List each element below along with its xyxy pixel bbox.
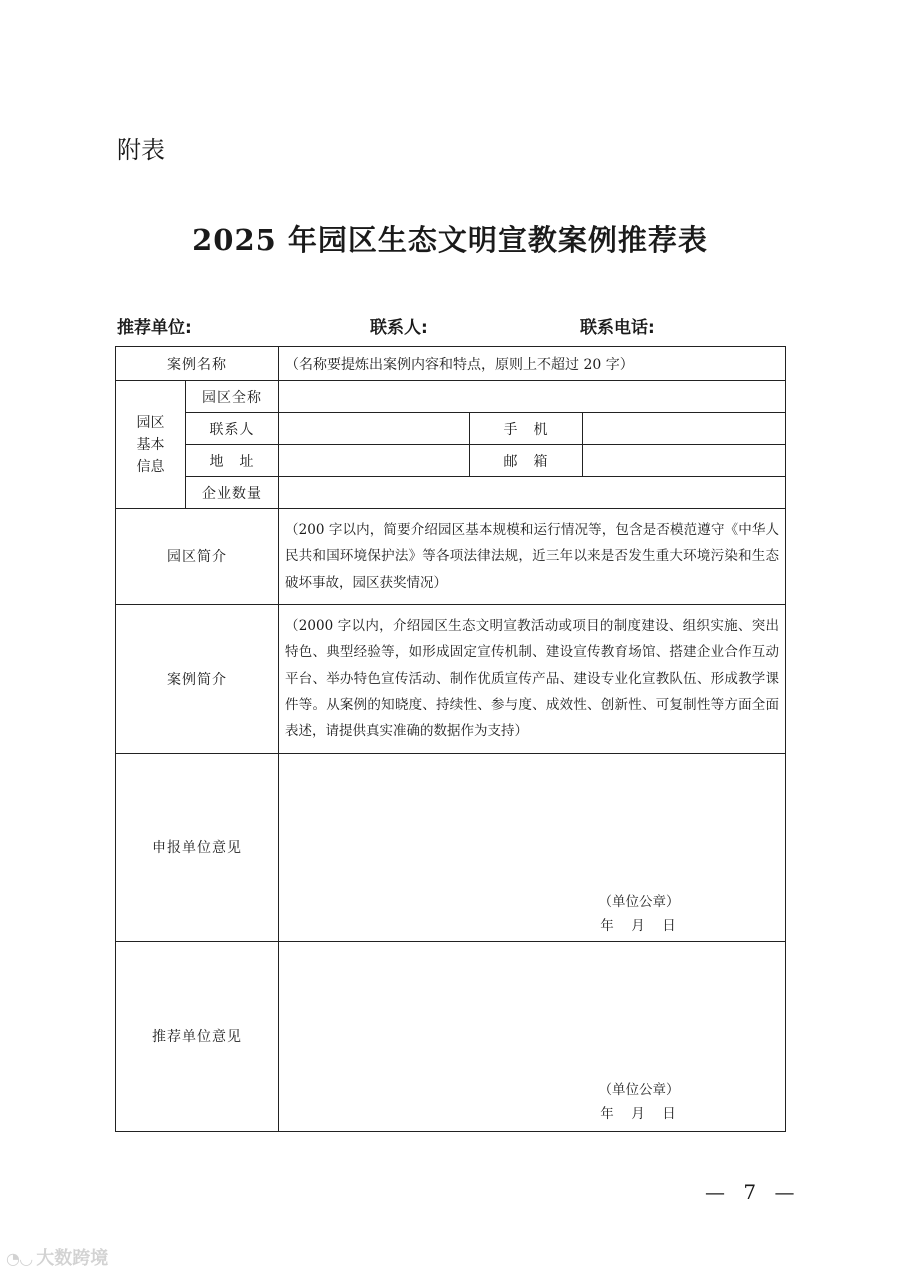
park-full-name-field[interactable] xyxy=(279,381,786,413)
case-intro-field[interactable]: （2000 字以内，介绍园区生态文明宣教活动或项目的制度建设、组织实施、突出特色、典型经验等，如形成固定宣传机制、建设宣传教育场馆、搭建企业合作互动平台、举办特色宣传活动、制作优质宣传产品、建设专业化宣教队伍、形成教学课件等。从案例的知晓度、持续性、参与度、成效性、创新性、可复制性等方面全面表述，请提供真实准确的数据作为支持） xyxy=(279,604,786,753)
date-text: 年 月 日 xyxy=(600,1105,678,1122)
table-row xyxy=(116,347,786,381)
seal-text: （单位公章） xyxy=(598,893,680,910)
table-row xyxy=(116,445,786,477)
recommendation-form-table xyxy=(115,346,786,1132)
enterprise-count-label: 企业数量 xyxy=(186,477,279,509)
park-info-line: 信息 xyxy=(136,458,165,475)
seal-text: （单位公章） xyxy=(598,1081,680,1098)
applicant-opinion-label: 申报单位意见 xyxy=(116,753,279,941)
park-info-line: 园区 xyxy=(136,414,165,431)
mobile-field[interactable] xyxy=(583,413,786,445)
table-row xyxy=(116,604,786,753)
appendix-label: 附表 xyxy=(117,136,165,164)
park-intro-field[interactable]: （200 字以内，简要介绍园区基本规模和运行情况等，包含是否模范遵守《中华人民共和国环境保护法》等各项法律法规，近三年以来是否发生重大环境污染和生态破坏事故，园区获奖情况） xyxy=(279,509,786,605)
recommender-opinion-field[interactable] xyxy=(279,941,786,1131)
contact-field-label: 联系人: xyxy=(370,318,428,338)
case-name-field[interactable]: （名称要提炼出案例内容和特点，原则上不超过 20 字） xyxy=(279,347,786,381)
phone-field-label: 联系电话: xyxy=(580,318,655,338)
table-row xyxy=(116,509,786,605)
table-row xyxy=(116,753,786,941)
table-row xyxy=(116,381,786,413)
table-row xyxy=(116,941,786,1131)
recommender-opinion-label: 推荐单位意见 xyxy=(116,941,279,1131)
park-info-label xyxy=(116,381,186,509)
case-intro-label: 案例简介 xyxy=(116,604,279,753)
document-title: 2025 年园区生态文明宣教案例推荐表 xyxy=(192,223,708,257)
watermark-logo-icon: ◔◡ xyxy=(6,1249,33,1268)
mobile-label: 手 机 xyxy=(470,413,583,445)
park-info-line: 基本 xyxy=(136,436,165,453)
email-field[interactable] xyxy=(583,445,786,477)
table-row xyxy=(116,413,786,445)
enterprise-count-field[interactable] xyxy=(279,477,786,509)
park-intro-label: 园区简介 xyxy=(116,509,279,605)
recommender-seal-block xyxy=(589,1078,689,1126)
watermark-text: 大数跨境 xyxy=(36,1248,109,1269)
case-name-label: 案例名称 xyxy=(116,347,279,381)
watermark xyxy=(6,1244,108,1270)
page-number: — 7 — xyxy=(705,1180,801,1204)
contact-person-field[interactable] xyxy=(279,413,470,445)
contact-person-label: 联系人 xyxy=(186,413,279,445)
park-full-name-label: 园区全称 xyxy=(186,381,279,413)
applicant-opinion-field[interactable] xyxy=(279,753,786,941)
address-label: 地 址 xyxy=(186,445,279,477)
date-text: 年 月 日 xyxy=(600,917,678,934)
applicant-seal-block xyxy=(589,890,689,938)
email-label: 邮 箱 xyxy=(470,445,583,477)
address-field[interactable] xyxy=(279,445,470,477)
table-row xyxy=(116,477,786,509)
recommender-field-label: 推荐单位: xyxy=(117,318,192,338)
